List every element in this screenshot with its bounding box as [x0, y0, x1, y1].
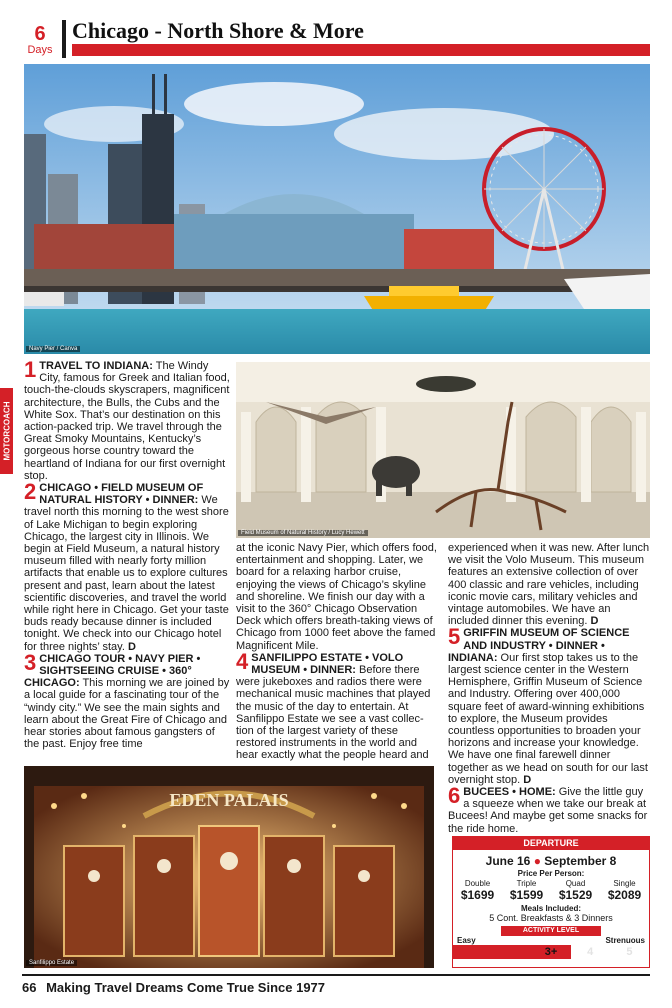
page-number: 66	[22, 980, 37, 995]
photo-caption: Field Museum of Natural History / Lucy Hewett	[238, 530, 368, 536]
price-label: Quad	[565, 879, 586, 888]
activity-level-heading: ACTIVITY LEVEL	[501, 926, 601, 936]
day-4-continued	[448, 542, 650, 627]
day-body: The Windy City, famous for Greek and Italian food, touch-the-clouds skyscrapers, magnificent architecture, the Bulls, the Cubs and the White Sox. That’s our destination on this action-packed trip. We travel through the Great Smoky Mountains, Kentucky’s gorgeous horse country toward the heartland of Indiana for our first overnight stop.	[24, 360, 230, 482]
bullet-icon: ●	[533, 854, 541, 868]
day-title: SANFILIPPO ESTATE • VOLO MUSEUM • DINNER:	[251, 651, 404, 677]
eden-palais-sign: EDEN PALAIS	[169, 790, 289, 810]
days-badge	[22, 24, 58, 56]
day-body: experienced when it was new. After lunch we visit the Volo Museum. This museum features an extensive collection of over 400 classic and rare vehicles, including iconic movie cars, military vehicles and vintage automobiles. We have an included dinner this evening.	[448, 542, 650, 628]
price-label: Single	[613, 879, 636, 888]
day-title: CHICAGO • FIELD MUSEUM OF NATURAL HISTORY • DINNER:	[39, 482, 204, 507]
footer-divider	[22, 974, 650, 976]
day-3-continued: at the iconic Navy Pier, which offers food, entertainment and shopping. Later, we board for a relaxing harbor cruise, enjoying the views of Chicago’s skyline and shoreline. We finish our day with a visit to the 360° Chicago Observation Deck which offers breath-taking views of Chicago from 1000 feet above the famed Magnificent Mile.	[236, 542, 437, 652]
price-value: $1529	[558, 888, 593, 902]
day-number: 3	[24, 649, 37, 675]
meal-code: D	[523, 773, 532, 786]
price-quad	[559, 879, 592, 902]
day-title: CHICAGO TOUR • NAVY PIER • SIGHTSEEING CRUISE • 360° CHICAGO:	[24, 652, 201, 690]
day-body: Give the little guy a squeeze when we take our break at Bucees! And maybe get some snacks for the ride home.	[448, 786, 648, 835]
motorcoach-tab	[0, 388, 13, 474]
price-value: $1699	[460, 888, 495, 902]
price-value: $2089	[607, 888, 642, 902]
motorcoach-label: MOTORCOACH	[2, 401, 11, 461]
departure-dates	[453, 854, 649, 868]
activity-strenuous-label: Strenuous	[605, 936, 645, 945]
price-label: Double	[464, 879, 491, 888]
day-number: 1	[24, 357, 37, 382]
itinerary-column-1	[24, 357, 230, 751]
meals-value: 5 Cont. Breakfasts & 3 Dinners	[489, 913, 613, 923]
day-number: 6	[448, 783, 461, 809]
photo-caption: Navy Pier / Canva	[26, 346, 80, 352]
activity-level-3: 3+	[544, 946, 558, 958]
itinerary-column-2	[236, 542, 438, 762]
day-title: GRIFFIN MUSEUM OF SCIENCE AND INDUSTRY • DINNER • INDIANA:	[448, 627, 630, 664]
days-number: 6	[34, 23, 46, 45]
days-label: Days	[27, 44, 53, 56]
activity-level-bar	[453, 945, 649, 959]
navy-pier-photo	[24, 64, 650, 354]
price-value: $1599	[509, 888, 544, 902]
meal-code: D	[590, 615, 599, 628]
price-label: Triple	[516, 879, 537, 888]
day-body: Before there were jukeboxes and radios there were mechanical music machines that played the music of the day to entertain. At Sanfilippo Estate we see a vast collec-tion of the largest variety of these restored instruments in the world and hear exactly what the people heard and	[236, 664, 431, 762]
day-title: BUCEES • HOME:	[463, 786, 556, 799]
itinerary-column-3	[448, 542, 650, 835]
day-4	[236, 648, 438, 762]
sanfilippo-estate-photo	[24, 766, 434, 968]
departure-box	[452, 836, 650, 968]
activity-level-1	[453, 945, 492, 959]
activity-levels	[453, 945, 649, 959]
day-3	[24, 649, 230, 751]
price-triple	[510, 879, 543, 902]
day-6	[448, 783, 650, 835]
activity-level-2	[492, 945, 531, 959]
header-divider	[62, 20, 66, 58]
price-row	[453, 879, 649, 902]
day-number: 2	[24, 479, 37, 505]
day-title: TRAVEL TO INDIANA:	[39, 360, 153, 372]
day-body: We travel north this morning to the west shore of Lake Michigan to begin exploring Chicago, the largest city in Illinois. We begin at Field Museum, a natural history museum filled with nearly forty million artifacts that enable us to explore cultures present and past, learn about the latest scientific discoveries, and travel the world while right here in Chicago. Get your taste buds ready because dinner is included tonight. We check into our Chicago hotel for three nights’ stay.	[24, 494, 229, 653]
activity-level-4: 4	[587, 946, 594, 958]
activity-scale-labels	[453, 936, 649, 945]
photo-caption: Sanfilippo Estate	[26, 960, 77, 966]
day-body: This morning we are joined by a local guide for a fascinating tour of the “windy city.” We see the main sights and learn about the Great Fire of Chicago and hear stories about famous gangsters of the past. Enjoy free time	[24, 677, 230, 751]
day-2	[24, 479, 230, 653]
field-museum-photo	[236, 362, 650, 538]
price-double	[461, 879, 494, 902]
day-body: Our first stop takes us to the largest science center in the Western Hemisphere, Griffin Museum of Science and Industry. Offering over 400,000 square feet of award-winning exhibitions to explore, the Museum provides countless opportunities to broaden your horizons and increase your knowledge. We have one final farewell dinner together as we head on south for our last overnight stop.	[448, 651, 648, 786]
day-number: 4	[236, 648, 249, 674]
title-underline	[72, 44, 650, 56]
footer-tagline: Making Travel Dreams Come True Since 1977	[46, 980, 326, 995]
price-single	[608, 879, 641, 902]
day-1	[24, 357, 230, 482]
price-per-person-label: Price Per Person:	[517, 869, 585, 878]
departure-date: June 16	[485, 854, 531, 868]
footer	[22, 980, 325, 995]
meals-label: Meals Included:	[520, 904, 581, 913]
departure-heading: DEPARTURE	[453, 837, 649, 850]
day-number: 5	[448, 624, 461, 650]
activity-level-5: 5	[626, 946, 633, 958]
departure-date: September 8	[544, 854, 617, 868]
day-5	[448, 624, 650, 786]
meal-code: D	[127, 640, 136, 653]
page-title: Chicago - North Shore & More	[72, 18, 364, 43]
activity-easy-label: Easy	[457, 936, 476, 945]
